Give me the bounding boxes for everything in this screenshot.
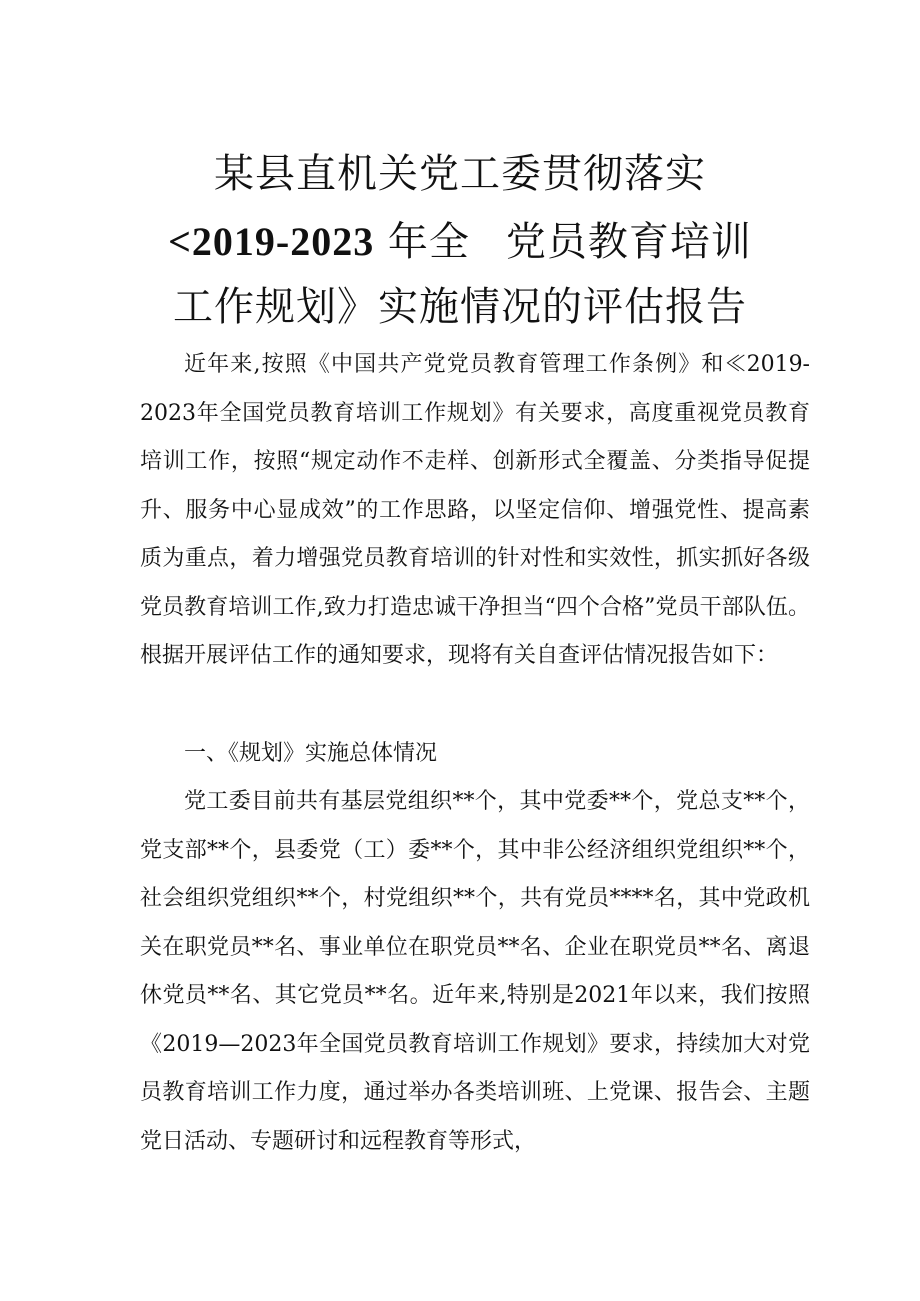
title-line-2 xyxy=(0,218,920,266)
title-year-range: <2019-2023 xyxy=(168,219,375,264)
section-paragraph: 党工委目前共有基层党组织**个，其中党委**个，党总支**个，党支部**个，县委党（工）委**个，其中非公经济组织党组织**个，社会组织党组织**个，村党组织**个，共有党员****名，其中党政机关在职党员**名、事业单位在职党员**名、企业在职党员**名、离退休党员**名、其它党员**名。近年来,特别是2021年以来，我们按照《2019—2023年全国党员教育培训工作规划》要求，持续加大对党员教育培训工作力度，通过举办各类培训班、上党课、报告会、主题党日活动、专题研讨和远程教育等形式， xyxy=(140,789,810,1154)
title-subject: 党员教育培训 xyxy=(505,219,752,265)
title-line-3: 工作规划》实施情况的评估报告 xyxy=(173,284,747,330)
intro-paragraph: 近年来,按照《中国共产党党员教育管理工作条例》和≪2019-2023年全国党员教育培训工作规划》有关要求，高度重视党员教育培训工作，按照“规定动作不走样、创新形式全覆盖、分类指导促提升、服务中心显成效”的工作思路，以坚定信仰、增强党性、提高素质为重点，着力增强党员教育培训的针对性和实效性，抓实抓好各级党员教育培训工作,致力打造忠诚干净担当“四个合格”党员干部队伍。根据开展评估工作的通知要求，现将有关自查评估情况报告如下： xyxy=(140,352,810,668)
title-line-1: 某县直机关党工委贯彻落实 xyxy=(214,151,706,197)
title-year-suffix: 年全 xyxy=(387,219,470,265)
section-heading: 一、《规划》实施总体情况 xyxy=(184,741,438,766)
